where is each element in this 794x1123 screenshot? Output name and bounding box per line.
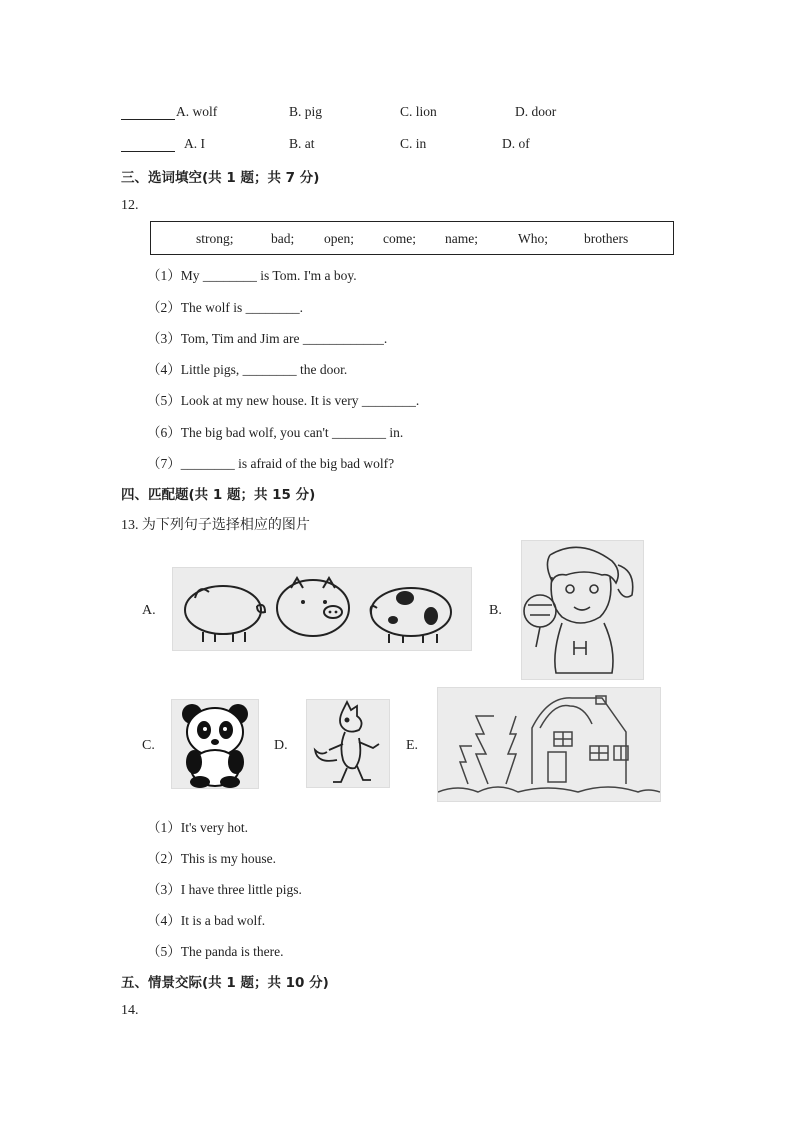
section-5-heading: 五、情景交际(共 1 题；共 10 分) [121, 975, 329, 991]
word-bank-item: brothers [584, 231, 629, 246]
q11-row [121, 136, 175, 152]
item-number: （2） [147, 851, 181, 866]
question-13-prompt: 为下列句子选择相应的图片 [141, 517, 310, 533]
fill-blank[interactable]: ________ [245, 300, 300, 315]
item-text: It is a bad wolf. [180, 913, 266, 928]
item-number: （5） [147, 944, 181, 959]
picture-label-b: B. [489, 603, 502, 618]
item-text: in. [386, 425, 404, 440]
item-text: . [299, 300, 303, 315]
q11-option-c[interactable]: C. in [400, 136, 427, 151]
word-bank-item: strong; [196, 231, 234, 246]
q10-option-b[interactable]: B. pig [289, 104, 323, 119]
item-text: . [383, 331, 388, 346]
item-number: （1） [147, 268, 181, 283]
q10-answer-blank[interactable] [121, 104, 175, 120]
fill-blank[interactable]: ________ [202, 268, 257, 283]
item-text: is afraid of the big bad wolf? [234, 456, 395, 471]
item-number: （1） [147, 820, 181, 835]
word-bank-item: come; [383, 231, 416, 246]
q12-item-5 [147, 389, 419, 409]
item-number: （4） [147, 362, 181, 377]
fill-blank[interactable]: ________ [180, 456, 235, 471]
question-13 [121, 514, 310, 534]
q12-item-6 [147, 421, 403, 441]
item-text: Look at my new house. It is very [180, 393, 362, 408]
three-pigs-picture [172, 567, 472, 651]
picture-label-a: A. [142, 603, 156, 618]
q11-answer-blank[interactable] [121, 136, 175, 152]
item-number: （6） [147, 425, 181, 440]
q12-item-2 [147, 296, 303, 316]
item-number: （5） [147, 393, 181, 408]
item-text: . [415, 393, 420, 408]
q13-item-2 [147, 847, 276, 867]
question-12-number: 12. [121, 198, 139, 213]
item-number: （2） [147, 300, 181, 315]
q11-option-d[interactable]: D. of [502, 136, 530, 151]
word-bank-item: name; [445, 231, 478, 246]
item-text: The panda is there. [180, 944, 284, 959]
picture-label-d: D. [274, 738, 288, 753]
picture-label-e: E. [406, 738, 419, 753]
item-text: My [180, 268, 203, 283]
fill-blank[interactable]: ________ [242, 362, 297, 377]
q13-item-4 [147, 909, 265, 929]
fill-blank[interactable]: ____________ [302, 331, 384, 346]
q13-item-1 [147, 816, 248, 836]
question-13-number: 13. [121, 518, 139, 533]
section-4-heading: 四、匹配题(共 1 题；共 15 分) [121, 487, 316, 503]
question-14-number: 14. [121, 1003, 139, 1018]
item-text: The wolf is [180, 300, 246, 315]
q10-row [121, 104, 175, 120]
word-bank-item: bad; [271, 231, 295, 246]
section-3-heading: 三、选词填空(共 1 题；共 7 分) [121, 170, 320, 186]
q11-option-b[interactable]: B. at [289, 136, 315, 151]
item-text: I have three little pigs. [180, 882, 302, 897]
q10-option-a[interactable]: A. wolf [176, 104, 218, 119]
item-number: （7） [147, 456, 181, 471]
wolf-picture [306, 699, 390, 788]
q12-item-7 [147, 452, 394, 472]
q12-item-3 [147, 327, 387, 347]
q13-item-3 [147, 878, 302, 898]
item-number: （4） [147, 913, 181, 928]
q12-item-4 [147, 358, 347, 378]
q11-option-a[interactable]: A. I [184, 136, 205, 151]
item-text: Tom, Tim and Jim are [180, 331, 303, 346]
boy-with-fan-picture [521, 540, 644, 680]
q10-option-d[interactable]: D. door [515, 104, 557, 119]
item-text: The big bad wolf, you can't [180, 425, 333, 440]
word-bank [150, 221, 674, 255]
house-picture [437, 687, 661, 802]
item-text: the door. [296, 362, 348, 377]
panda-picture [171, 699, 259, 789]
q10-option-c[interactable]: C. lion [400, 104, 437, 119]
fill-blank[interactable]: ________ [361, 393, 416, 408]
item-text: This is my house. [180, 851, 277, 866]
word-bank-item: open; [324, 231, 354, 246]
q12-item-1 [147, 264, 357, 284]
picture-label-c: C. [142, 738, 155, 753]
item-text: is Tom. I'm a boy. [256, 268, 357, 283]
item-text: Little pigs, [180, 362, 243, 377]
item-number: （3） [147, 331, 181, 346]
word-bank-item: Who; [518, 231, 548, 246]
fill-blank[interactable]: ________ [332, 425, 387, 440]
item-text: It's very hot. [180, 820, 249, 835]
item-number: （3） [147, 882, 181, 897]
q13-item-5 [147, 940, 283, 960]
